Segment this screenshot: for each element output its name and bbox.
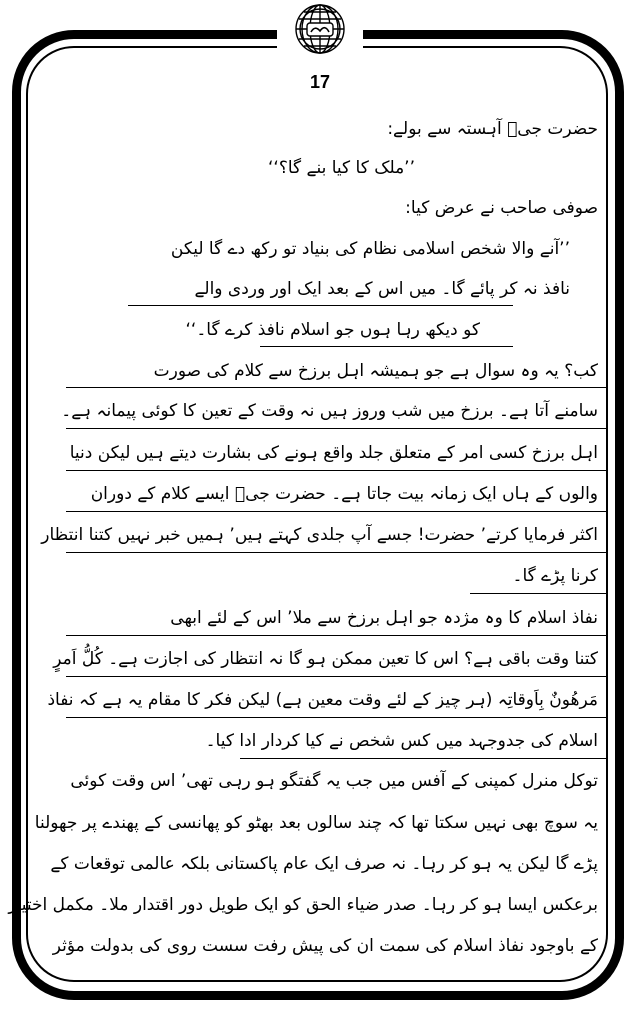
underline-mark xyxy=(66,387,606,388)
underline-mark xyxy=(240,758,606,759)
text-line: کرنا پڑے گا۔ xyxy=(512,566,598,586)
text-line: کب؟ یہ وہ سوال ہے جو ہمیشہ اہل برزخ سے کلام کی صورت xyxy=(153,361,598,381)
underline-mark xyxy=(66,717,606,718)
text-line: یہ سوچ بھی نہیں سکتا تھا کہ چند سالوں بعد بھٹو کو پھانسی کے پھندے پر جھولنا xyxy=(34,813,598,833)
underline-mark xyxy=(470,593,606,594)
underline-mark xyxy=(128,305,513,306)
text-line: مَرھُونٌ بِاَوقاتِہ (ہر چیز کے لئے وقت معین ہے) لیکن فکر کا مقام یہ ہے کہ نفاذ xyxy=(47,690,598,710)
underline-mark xyxy=(66,552,606,553)
text-line: صوفی صاحب نے عرض کیا: xyxy=(405,198,598,218)
text-line: حضرت جیؒ آہستہ سے بولے: xyxy=(387,119,598,139)
quote-line: ’’ملک کا کیا بنے گا؟‘‘ xyxy=(268,158,415,178)
text-line: اسلام کی جدوجہد میں کس شخص نے کیا کردار ادا کیا۔ xyxy=(205,731,598,751)
text-line: کتنا وقت باقی ہے؟ اس کا تعین ممکن ہو گا نہ انتظار کی اجازت ہے۔ کُلُّ اَمرٍ xyxy=(53,649,598,669)
page-border-inner xyxy=(26,46,608,982)
quote-line: نافذ نہ کر پائے گا۔ میں اس کے بعد ایک اور وردی والے xyxy=(194,279,570,299)
text-line: پڑے گا لیکن یہ ہو کر رہا۔ نہ صرف ایک عام پاکستانی بلکہ عالمی توقعات کے xyxy=(50,854,598,874)
text-line: برعکس ایسا ہو کر رہا۔ صدر ضیاء الحق کو ایک طویل دور اقتدار ملا۔ مکمل اختیار xyxy=(8,895,598,915)
underline-mark xyxy=(66,470,606,471)
underline-mark xyxy=(66,676,606,677)
text-line: نفاذ اسلام کا وہ مژدہ جو اہل برزخ سے ملا’ اس کے لئے ابھی xyxy=(170,608,598,628)
text-line: والوں کے ہاں ایک زمانہ بیت جاتا ہے۔ حضرت جیؒ ایسے کلام کے دوران xyxy=(90,484,598,504)
underline-mark xyxy=(66,511,606,512)
text-line: کے باوجود نفاذ اسلام کی سمت ان کی پیش رفت سست روی کی بدولت مؤثر xyxy=(52,936,598,956)
text-line: اہل برزخ کسی امر کے متعلق جلد واقع ہونے کی بشارت دیتے ہیں لیکن دنیا xyxy=(69,443,598,463)
text-line: اکثر فرمایا کرتے’ حضرت! جسے آپ جلدی کہتے ہیں’ ہمیں خبر نہیں کتنا انتظار xyxy=(41,525,598,545)
underline-mark xyxy=(66,428,606,429)
page-number: 17 xyxy=(309,72,331,92)
underline-mark xyxy=(260,346,513,347)
globe-emblem-icon xyxy=(277,2,363,54)
underline-mark xyxy=(66,635,606,636)
text-line: توکل منرل کمپنی کے آفس میں جب یہ گفتگو ہو رہی تھی’ اس وقت کوئی xyxy=(70,771,598,791)
quote-line: ’’آنے والا شخص اسلامی نظام کی بنیاد تو رکھ دے گا لیکن xyxy=(170,239,570,259)
quote-line: کو دیکھ رہا ہوں جو اسلام نافذ کرے گا۔‘‘ xyxy=(185,320,480,340)
text-line: سامنے آتا ہے۔ برزخ میں شب وروز ہیں نہ وقت کے تعین کا کوئی پیمانہ ہے۔ xyxy=(61,401,598,421)
